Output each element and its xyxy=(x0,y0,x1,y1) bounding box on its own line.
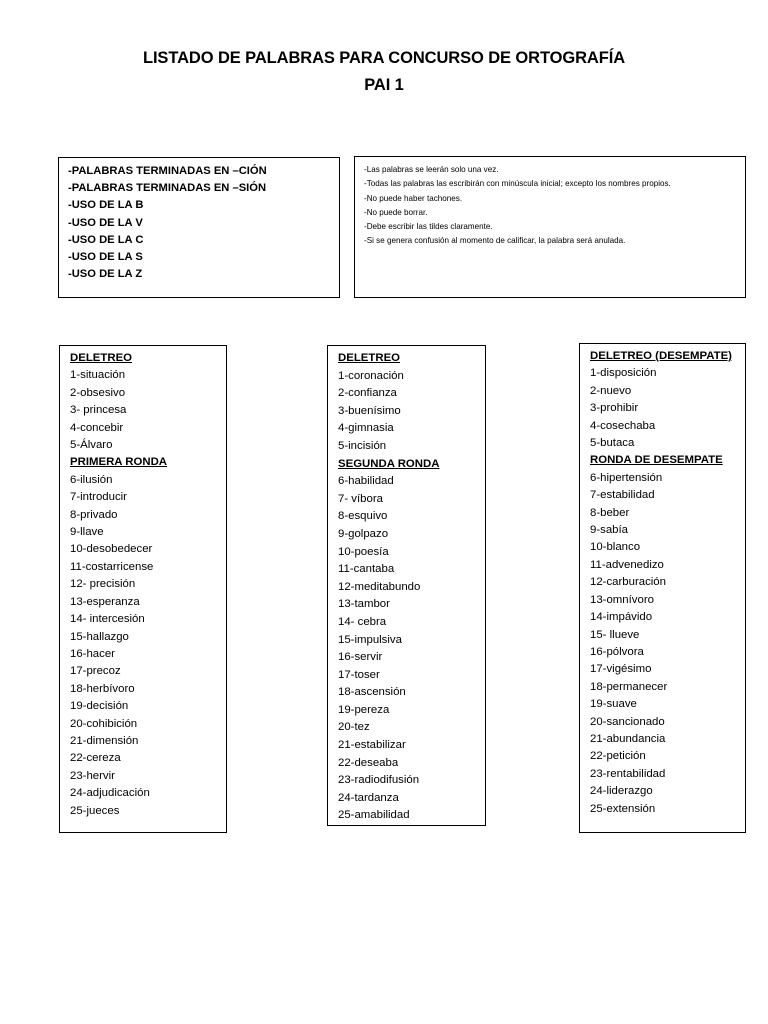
word-item: 3- princesa xyxy=(70,404,127,417)
word-item: 1-situación xyxy=(70,369,126,382)
word-item: 12- precisión xyxy=(70,578,136,591)
section-heading: SEGUNDA RONDA xyxy=(338,457,440,470)
word-item: 4-cosechaba xyxy=(590,419,656,432)
word-item: 9-llave xyxy=(70,526,104,539)
section-heading: DELETREO xyxy=(338,352,401,364)
word-item: 25-amabilidad xyxy=(338,809,410,822)
word-item: 20-tez xyxy=(338,721,370,734)
word-item: 16-pólvora xyxy=(590,645,644,658)
word-item: 9-sabía xyxy=(590,524,628,537)
word-item: 15-hallazgo xyxy=(70,630,129,643)
rule-item: -Debe escribir las tildes claramente. xyxy=(364,222,493,232)
word-item: 21-dimensión xyxy=(70,734,139,747)
rule-item: -No puede borrar. xyxy=(364,207,428,217)
word-item: 4-gimnasia xyxy=(338,422,394,435)
word-item: 15-impulsiva xyxy=(338,633,402,646)
rule-item: -Las palabras se leerán solo una vez. xyxy=(364,165,499,174)
word-item: 22-petición xyxy=(590,750,646,763)
word-item: 20-sancionado xyxy=(590,715,665,728)
word-item: 3-buenísimo xyxy=(338,404,401,417)
word-item: 10-blanco xyxy=(590,541,641,554)
section-heading: PRIMERA RONDA xyxy=(70,456,168,469)
topic-item: -USO DE LA C xyxy=(68,233,144,246)
word-item: 22-deseaba xyxy=(338,756,399,769)
word-item: 19-suave xyxy=(590,698,637,711)
topic-item: -USO DE LA B xyxy=(68,199,144,212)
word-item: 24-adjudicación xyxy=(70,787,150,800)
word-item: 22-cereza xyxy=(70,752,121,765)
section-heading: RONDA DE DESEMPATE xyxy=(590,454,723,467)
word-item: 15- llueve xyxy=(590,628,640,641)
word-item: 10-poesía xyxy=(338,545,389,558)
word-item: 7-introducir xyxy=(70,491,127,504)
word-item: 17-toser xyxy=(338,668,380,681)
word-item: 14- intercesión xyxy=(70,613,145,626)
word-item: 24-tardanza xyxy=(338,791,399,804)
word-item: 18-permanecer xyxy=(590,680,668,693)
word-item: 25-jueces xyxy=(70,804,120,817)
word-item: 23-radiodifusión xyxy=(338,774,420,787)
word-item: 17-vigésimo xyxy=(590,663,652,676)
word-item: 18-herbívoro xyxy=(70,682,135,695)
word-item: 7- víbora xyxy=(338,492,383,505)
word-item: 12-meditabundo xyxy=(338,580,421,593)
word-item: 19-decisión xyxy=(70,700,129,713)
word-item: 11-costarricense xyxy=(70,560,154,573)
word-item: 12-carburación xyxy=(590,576,666,589)
word-item: 6-ilusión xyxy=(70,473,113,486)
word-item: 8-privado xyxy=(70,508,118,521)
word-item: 13-tambor xyxy=(338,598,390,611)
topic-item: -USO DE LA Z xyxy=(68,268,143,281)
word-item: 2-confianza xyxy=(338,387,397,400)
word-item: 5-Álvaro xyxy=(70,439,113,452)
rule-item: -Todas las palabras las escribirán con minúscula inicial; excepto los nombres propios. xyxy=(364,179,671,189)
word-item: 23-rentabilidad xyxy=(590,767,666,780)
word-item: 13-omnívoro xyxy=(590,593,654,606)
topic-item: -USO DE LA V xyxy=(68,216,143,229)
section-heading: DELETREO (DESEMPATE) xyxy=(590,350,732,362)
word-item: 9-golpazo xyxy=(338,527,389,540)
word-item: 8-esquivo xyxy=(338,510,388,523)
word-item: 14-impávido xyxy=(590,611,653,624)
word-item: 11-cantaba xyxy=(338,563,395,576)
word-item: 1-coronación xyxy=(338,369,404,382)
word-item: 8-beber xyxy=(590,506,630,519)
rule-item: -No puede haber tachones. xyxy=(364,193,463,203)
word-item: 7-estabilidad xyxy=(590,489,655,502)
word-item: 17-precoz xyxy=(70,665,121,678)
word-item: 2-nuevo xyxy=(590,384,632,397)
word-item: 1-disposición xyxy=(590,367,657,380)
section-heading: DELETREO xyxy=(70,352,133,364)
word-item: 18-ascensión xyxy=(338,686,406,699)
word-item: 16-hacer xyxy=(70,647,115,660)
rule-item: -Si se genera confusión al momento de calificar, la palabra será anulada. xyxy=(364,236,626,246)
word-item: 14- cebra xyxy=(338,615,387,628)
word-list-column-2 xyxy=(327,345,486,826)
topic-item: -PALABRAS TERMINADAS EN –SIÓN xyxy=(68,182,267,195)
word-item: 3-prohibir xyxy=(590,402,639,415)
document-subtitle: PAI 1 xyxy=(364,76,404,94)
word-item: 6-hipertensión xyxy=(590,471,663,484)
word-item: 4-concebir xyxy=(70,421,124,434)
word-item: 21-estabilizar xyxy=(338,739,406,752)
word-item: 11-advenedizo xyxy=(590,558,664,571)
word-item: 23-hervir xyxy=(70,769,115,782)
word-item: 25-extensión xyxy=(590,802,656,815)
word-item: 6-habilidad xyxy=(338,475,394,488)
word-item: 21-abundancia xyxy=(590,732,666,745)
word-list-column-1 xyxy=(59,345,227,833)
word-item: 20-cohibición xyxy=(70,717,138,730)
word-item: 19-pereza xyxy=(338,703,390,716)
topic-item: -USO DE LA S xyxy=(68,251,143,264)
topic-item: -PALABRAS TERMINADAS EN –CIÓN xyxy=(68,165,267,177)
topics-box xyxy=(58,157,340,298)
word-item: 16-servir xyxy=(338,651,383,664)
word-list-column-3 xyxy=(579,343,746,833)
document-title: LISTADO DE PALABRAS PARA CONCURSO DE ORTOGRAFÍA xyxy=(142,49,626,67)
word-item: 24-liderazgo xyxy=(590,785,653,798)
word-item: 10-desobedecer xyxy=(70,543,153,556)
word-item: 5-butaca xyxy=(590,437,635,450)
word-item: 2-obsesivo xyxy=(70,386,126,399)
word-item: 13-esperanza xyxy=(70,595,140,608)
rules-box xyxy=(354,156,746,298)
word-item: 5-incisión xyxy=(338,439,387,452)
